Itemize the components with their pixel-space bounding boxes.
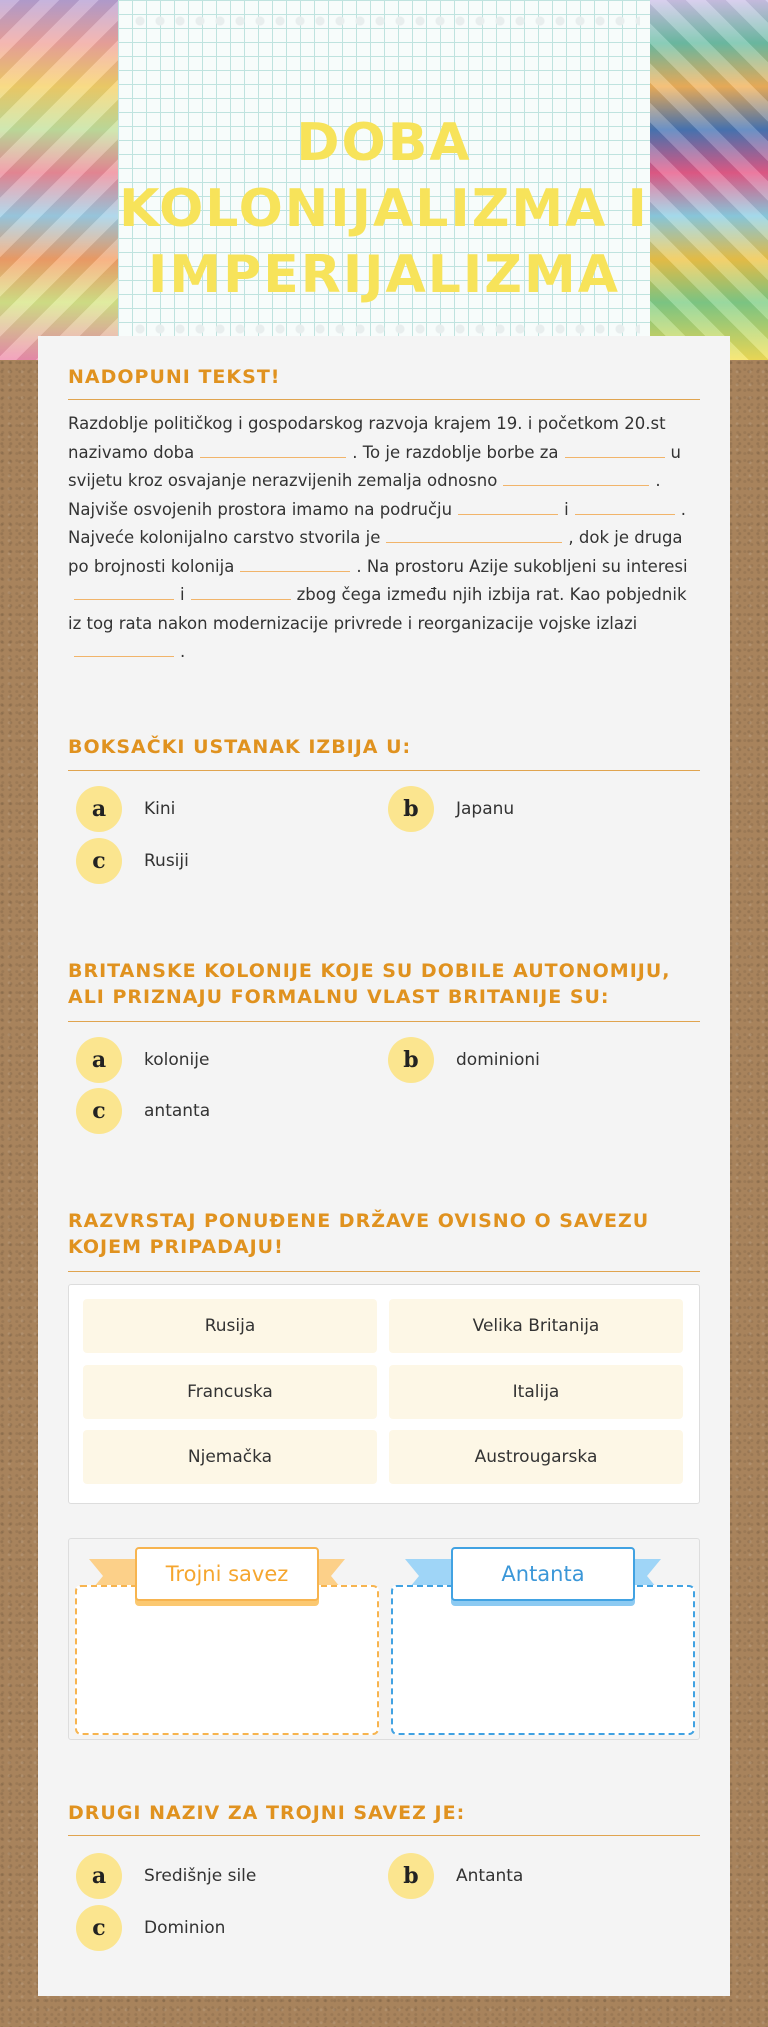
blank-answer-field[interactable] <box>74 581 174 600</box>
drop-zone-trojni-savez[interactable] <box>75 1585 379 1735</box>
option-label: Antanta <box>456 1866 524 1886</box>
option-letter-badge: a <box>76 1853 122 1899</box>
question-title-boxer: BOKSAČKI USTANAK IZBIJA U: <box>68 736 412 758</box>
paragraph-line <box>68 638 704 667</box>
worksheet-card <box>38 336 730 1996</box>
fill-in-paragraph <box>68 410 704 667</box>
page-title: DOBA KOLONIJALIZMA I IMPERIJALIZMA <box>119 113 649 305</box>
paragraph-text: . To je razdoblje borbe za <box>352 442 559 462</box>
blank-answer-field[interactable] <box>74 638 174 657</box>
blank-answer-field[interactable] <box>503 467 649 486</box>
paragraph-text: . <box>655 471 661 490</box>
paragraph-text: . <box>680 499 686 519</box>
paragraph-line <box>68 553 704 582</box>
option-letter-badge: b <box>388 786 434 832</box>
paragraph-text: Najviše osvojenih prostora imamo na području <box>68 499 453 519</box>
paragraph-text: Razdoblje političkog i gospodarskog razvoja krajem 19. i početkom 20.st <box>68 414 666 433</box>
option-letter-badge: b <box>388 1037 434 1083</box>
option-b[interactable] <box>388 1853 523 1899</box>
blank-answer-field[interactable] <box>191 581 291 600</box>
draggable-item[interactable]: Njemačka <box>83 1430 377 1484</box>
option-label: dominioni <box>456 1050 540 1070</box>
paragraph-line <box>68 410 704 439</box>
blank-answer-field[interactable] <box>386 524 562 543</box>
question-title-sort: RAZVRSTAJ PONUĐENE DRŽAVE OVISNO O SAVEZU KOJEM PRIPADAJU! <box>68 1210 650 1258</box>
blank-answer-field[interactable] <box>240 553 350 572</box>
option-label: Kini <box>144 799 176 819</box>
option-label: Dominion <box>144 1918 226 1938</box>
section-divider <box>68 399 700 400</box>
paragraph-text: i <box>564 499 569 519</box>
draggable-item[interactable]: Velika Britanija <box>389 1299 683 1353</box>
option-label: Središnje sile <box>144 1866 257 1886</box>
section-divider <box>68 1271 700 1272</box>
section-divider <box>68 770 700 771</box>
paragraph-line <box>68 581 704 610</box>
sortable-items-container <box>68 1284 700 1504</box>
paragraph-line <box>68 524 704 553</box>
paragraph-text: po brojnosti kolonija <box>68 556 235 576</box>
section-title-fill-text: NADOPUNI TEKST! <box>68 366 281 388</box>
blank-answer-field[interactable] <box>200 439 346 458</box>
option-b[interactable] <box>388 1037 540 1083</box>
option-letter-badge: a <box>76 1037 122 1083</box>
group-label-trojni-savez: Trojni savez <box>135 1547 319 1601</box>
paragraph-text: , dok je druga <box>568 528 683 547</box>
option-a[interactable] <box>76 786 175 832</box>
paragraph-text: nazivamo doba <box>68 442 195 462</box>
paragraph-line <box>68 467 704 496</box>
option-c[interactable] <box>76 1088 210 1134</box>
question-title-triple-alliance: DRUGI NAZIV ZA TROJNI SAVEZ JE: <box>68 1802 466 1824</box>
option-letter-badge: c <box>76 838 122 884</box>
option-label: kolonije <box>144 1050 210 1070</box>
paragraph-text: . Na prostoru Azije sukobljeni su interesi <box>356 556 688 576</box>
blank-answer-field[interactable] <box>458 496 558 515</box>
drop-zone-antanta[interactable] <box>391 1585 695 1735</box>
question-title-dominions: BRITANSKE KOLONIJE KOJE SU DOBILE AUTONOMIJU, ALI PRIZNAJU FORMALNU VLAST BRITANIJE SU: <box>68 960 671 1008</box>
draggable-item[interactable]: Francuska <box>83 1365 377 1419</box>
group-label-antanta: Antanta <box>451 1547 635 1601</box>
blank-answer-field[interactable] <box>575 496 675 515</box>
blank-answer-field[interactable] <box>565 439 665 458</box>
paragraph-line <box>68 610 704 639</box>
draggable-item[interactable]: Rusija <box>83 1299 377 1353</box>
option-letter-badge: a <box>76 786 122 832</box>
header-banner <box>0 0 768 360</box>
option-a[interactable] <box>76 1853 256 1899</box>
section-divider <box>68 1021 700 1022</box>
paragraph-text: Najveće kolonijalno carstvo stvorila je <box>68 528 381 547</box>
option-b[interactable] <box>388 786 514 832</box>
paragraph-text: zbog čega između njih izbija rat. Kao pobjednik <box>296 585 687 604</box>
paragraph-text: iz tog rata nakon modernizacije privrede i reorganizacije vojske izlazi <box>68 613 638 633</box>
group-drop-container <box>68 1538 700 1740</box>
option-letter-badge: c <box>76 1905 122 1951</box>
option-label: Rusiji <box>144 851 189 871</box>
paragraph-text: . <box>180 642 186 661</box>
paragraph-text: i <box>180 585 185 604</box>
option-c[interactable] <box>76 838 189 884</box>
option-letter-badge: b <box>388 1853 434 1899</box>
notebook-holes-bottom <box>130 322 640 336</box>
option-label: antanta <box>144 1101 211 1121</box>
option-c[interactable] <box>76 1905 225 1951</box>
option-label: Japanu <box>456 799 515 819</box>
paragraph-line <box>68 496 704 525</box>
draggable-item[interactable]: Italija <box>389 1365 683 1419</box>
paragraph-line <box>68 439 704 468</box>
paragraph-text: u <box>670 442 681 462</box>
option-a[interactable] <box>76 1037 209 1083</box>
notebook-holes-top <box>130 14 640 28</box>
draggable-item[interactable]: Austrougarska <box>389 1430 683 1484</box>
paragraph-text: svijetu kroz osvajanje nerazvijenih zemalja odnosno <box>68 471 498 490</box>
section-divider <box>68 1835 700 1836</box>
option-letter-badge: c <box>76 1088 122 1134</box>
